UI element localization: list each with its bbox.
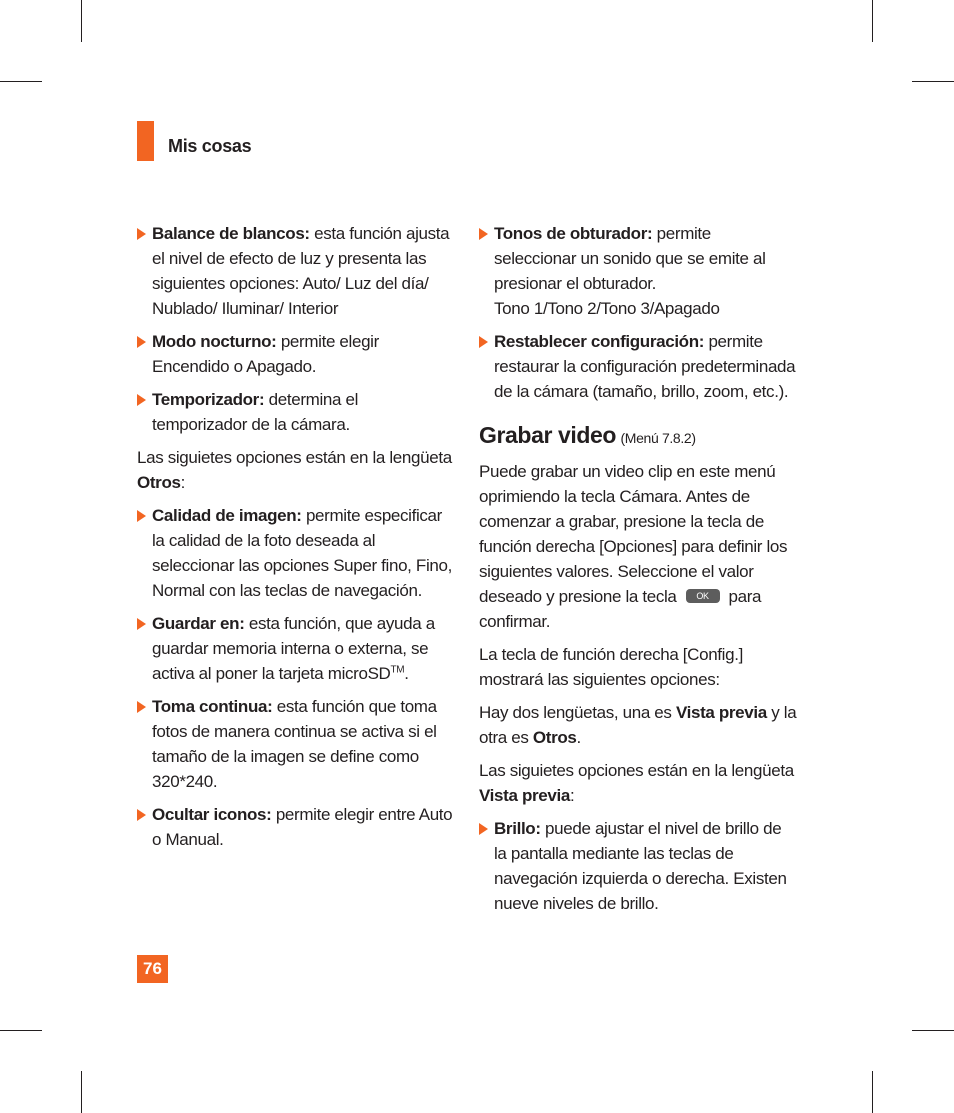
- item-text: esta función, que ayuda a guardar memoria interna o externa, se activa al poner la tarjeta microSD: [152, 614, 435, 683]
- bullet-arrow-icon: [137, 809, 146, 821]
- bullet-arrow-icon: [479, 336, 488, 348]
- list-item: Guardar en: esta función, que ayuda a guardar memoria interna o externa, se activa al poner la tarjeta microSD™.: [137, 611, 455, 686]
- bullet-arrow-icon: [137, 228, 146, 240]
- crop-mark: [872, 1071, 873, 1113]
- body-paragraph: Hay dos lengüetas, una es Vista previa y la otra es Otros.: [479, 703, 797, 747]
- item-text: determina el temporizador de la cámara.: [152, 390, 358, 434]
- item-text: permite restaurar la configuración predeterminada de la cámara (tamaño, brillo, zoom, etc.).: [494, 332, 796, 401]
- crop-mark: [81, 1071, 82, 1113]
- bullet-arrow-icon: [137, 701, 146, 713]
- list-item: [137, 802, 455, 852]
- crop-mark: [872, 0, 873, 42]
- list-item: [479, 329, 797, 404]
- list-item: [137, 387, 455, 437]
- list-item: [479, 816, 797, 916]
- list-item: [137, 694, 455, 794]
- list-item: [137, 503, 455, 603]
- body-paragraph: [479, 459, 797, 634]
- item-text: permite especificar la calidad de la foto deseada al seleccionar las opciones Super fino, Fino, Normal con las teclas de navegación.: [152, 506, 452, 600]
- paragraph-text: Hay dos lengüetas, una es: [479, 703, 672, 722]
- crop-mark: [0, 81, 42, 82]
- item-term: Brillo:: [494, 819, 541, 838]
- item-term: Temporizador:: [152, 390, 265, 409]
- item-term: Restablecer configuración:: [494, 332, 705, 351]
- bullet-arrow-icon: [479, 228, 488, 240]
- item-text: permite elegir entre Auto o Manual.: [152, 805, 453, 849]
- item-text: puede ajustar el nivel de brillo de la pantalla mediante las teclas de navegación izquierda o derecha. Existen nueve niveles de brillo.: [494, 819, 787, 913]
- tab-intro-text: Las siguietes opciones están en la lengüeta: [479, 761, 794, 780]
- item-subtext: Tono 1/Tono 2/Tono 3/Apagado: [494, 299, 720, 318]
- tab-label: Vista previa:: [479, 786, 575, 805]
- list-item: [137, 329, 455, 379]
- item-term: Modo nocturno:: [152, 332, 277, 351]
- tab-intro-paragraph: [479, 758, 797, 808]
- tab-intro-paragraph: [137, 445, 455, 495]
- paragraph-text: y la otra es: [479, 703, 797, 747]
- tab-label: Otros: [532, 728, 577, 747]
- paragraph-text: para confirmar.: [479, 587, 762, 631]
- crop-mark: [0, 1030, 42, 1031]
- paragraph-text: Puede grabar un video clip en este menú oprimiendo la tecla Cámara. Antes de comenzar a grabar, presione la tecla de función derecha [Opciones] para definir los siguientes valores. Seleccione el valor deseado y presione la tecla: [479, 462, 788, 606]
- bullet-arrow-icon: [479, 823, 488, 835]
- tab-label: Otros:: [137, 473, 185, 492]
- trademark-symbol: TM: [390, 664, 405, 676]
- item-term: Balance de blancos:: [152, 224, 310, 243]
- section-marker: [137, 121, 154, 161]
- section-title: Mis cosas: [168, 136, 252, 156]
- body-paragraph: [479, 642, 797, 692]
- item-text: esta función que toma fotos de manera continua se activa si el tamaño de la imagen se define como 320*240.: [152, 697, 437, 791]
- bullet-arrow-icon: [137, 336, 146, 348]
- menu-reference: (Menú 7.8.2): [620, 430, 696, 446]
- item-term: Toma continua:: [152, 697, 273, 716]
- crop-mark: [912, 81, 954, 82]
- item-term: Guardar en:: [152, 614, 245, 633]
- right-column: [479, 221, 797, 924]
- item-term: Calidad de imagen:: [152, 506, 302, 525]
- bullet-arrow-icon: [137, 618, 146, 630]
- item-term: Ocultar iconos:: [152, 805, 272, 824]
- tab-intro-text: Las siguietes opciones están en la lengüeta: [137, 448, 452, 467]
- bullet-arrow-icon: [137, 510, 146, 522]
- item-text: esta función ajusta el nivel de efecto de luz y presenta las siguientes opciones: Auto/ Luz del día/ Nublado/ Iluminar/ Interior: [152, 224, 450, 318]
- item-term: Tonos de obturador:: [494, 224, 653, 243]
- left-column: [137, 221, 455, 860]
- page-number: 76: [137, 955, 168, 983]
- list-item: [479, 221, 797, 321]
- section-heading: [479, 420, 797, 453]
- bullet-arrow-icon: [137, 394, 146, 406]
- paragraph-text: La tecla de función derecha [Config.] mostrará las siguientes opciones:: [479, 645, 743, 689]
- ok-key-icon: OK: [686, 589, 720, 603]
- heading-title: Grabar video: [479, 422, 617, 448]
- item-text: permite seleccionar un sonido que se emite al presionar el obturador.: [494, 224, 766, 293]
- crop-mark: [912, 1030, 954, 1031]
- crop-mark: [81, 0, 82, 42]
- list-item: [137, 221, 455, 321]
- tab-label: Vista previa: [675, 703, 767, 722]
- item-text: permite elegir Encendido o Apagado.: [152, 332, 379, 376]
